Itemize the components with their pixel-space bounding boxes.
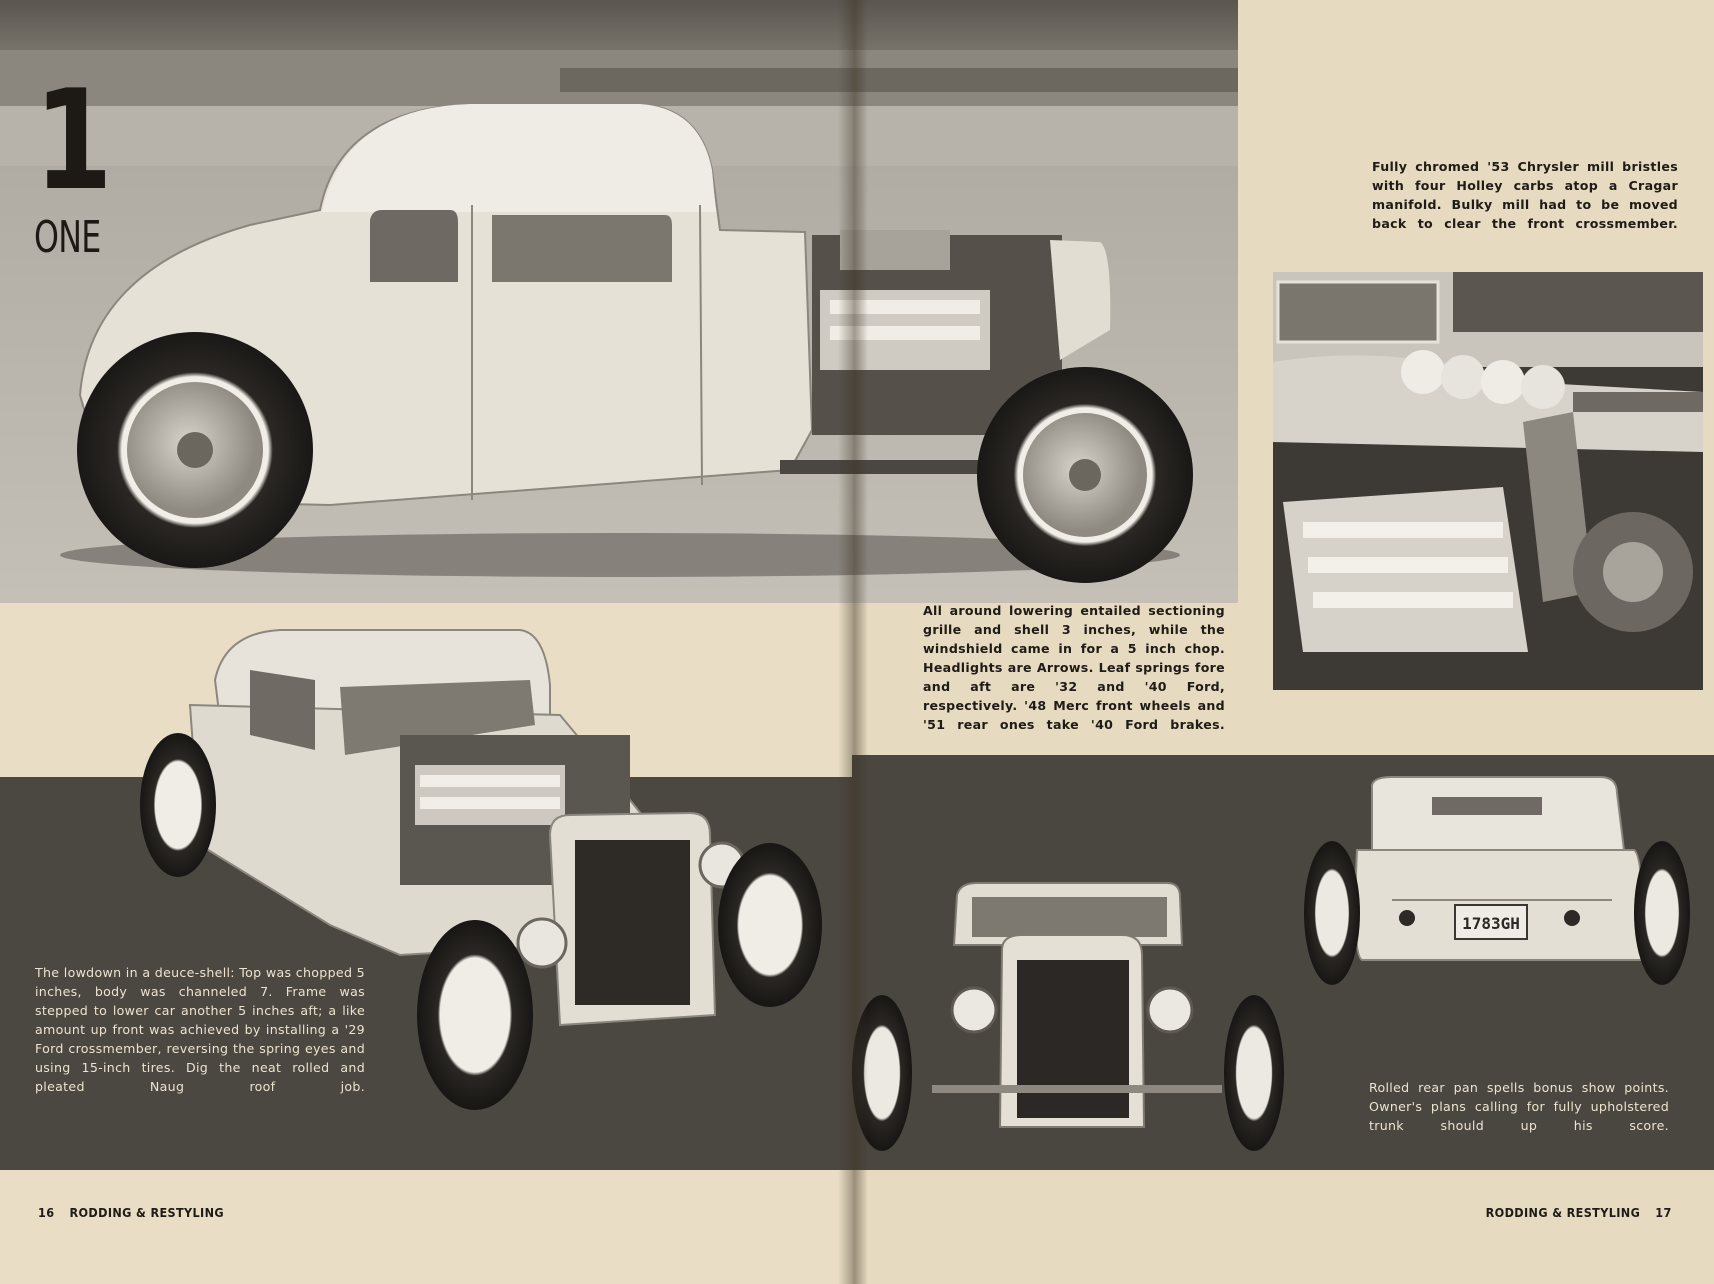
- rear-pan-caption: Rolled rear pan spells bonus show points. Owner's plans calling for fully upholstered trunk should up his score.: [1369, 1080, 1669, 1133]
- lowering-caption: All around lowering entailed sectioning grille and shell 3 inches, while the windshield came in for a 5 inch chop. Headlights are Arrows. Leaf springs fore and aft are '32 and '40 Ford, respectively. '48 Merc front wheels and '51 rear ones take '40 Ford brakes.: [923, 603, 1225, 732]
- right-footer-title: RODDING & RESTYLING: [1486, 1205, 1641, 1220]
- lowdown-caption: The lowdown in a deuce-shell: Top was chopped 5 inches, body was channeled 7. Frame was stepped to lower car another 5 inches aft; a like amount up front was achieved by installing a '29 Ford crossmember, reversing the spring eyes and using 15-inch tires. Dig the neat rolled and pleated Naug roof job.: [35, 965, 365, 1094]
- left-page-number: 16: [38, 1205, 55, 1220]
- right-page-number: 17: [1655, 1205, 1672, 1220]
- left-footer-title: RODDING & RESTYLING: [69, 1205, 224, 1220]
- left-footer: [38, 1205, 224, 1220]
- license-plate: 1783GH: [1462, 914, 1520, 933]
- binding-gutter: [838, 0, 868, 1284]
- engine-closeup-photo: [1273, 272, 1703, 690]
- right-footer: [1486, 1205, 1672, 1220]
- article-number-word: ONE: [34, 212, 101, 263]
- article-number: 1: [34, 60, 110, 221]
- engine-caption: Fully chromed '53 Chrysler mill bristles with four Holley carbs atop a Cragar manifold. Bulky mill had to be moved back to clear the front crossmember.: [1372, 159, 1678, 231]
- side-profile-photo: [0, 0, 1238, 603]
